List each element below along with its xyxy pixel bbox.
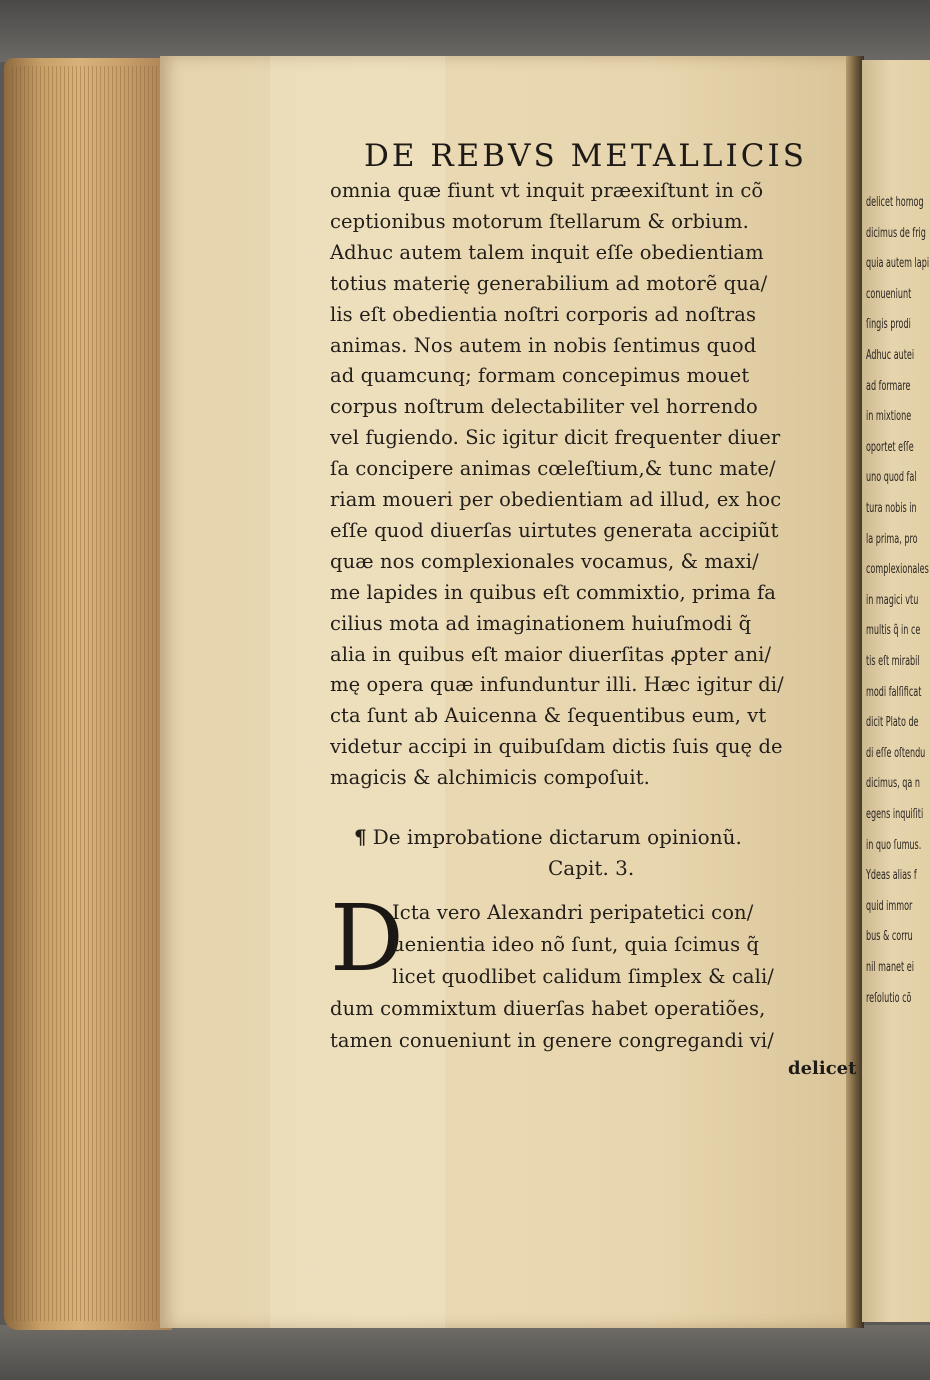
body-line: me lapides in quibus eſt commixtio, prima fa — [330, 580, 777, 604]
facing-page-line: in mixtione — [866, 409, 912, 425]
facing-page-line: Ydeas alias f — [866, 868, 917, 884]
body-line: cta ſunt ab Auicenna & ſequentibus eum, vt — [330, 704, 767, 728]
body-line: totius materię generabilium ad motorẽ qua/ — [330, 271, 768, 295]
facing-page-line: modi falſificat — [866, 684, 922, 700]
backdrop-top — [0, 0, 930, 62]
running-header: DE REBVS METALLICIS — [364, 138, 807, 174]
body-line: alia in quibus eſt maior diuerſitas ꝓpter ani/ — [330, 642, 772, 666]
facing-page-line: tis eſt mirabil — [866, 654, 920, 669]
chapter-line: uenientia ideo nõ ſunt, quia ſcimus q̃ — [392, 933, 760, 956]
facing-page-line: reſolutio cõ — [866, 990, 912, 1006]
body-line: cilius mota ad imaginationem huiuſmodi q̃ — [330, 611, 752, 635]
body-line: ad quamcunq; formam concepimus mouet — [330, 364, 750, 388]
body-line: vel fugiendo. Sic igitur dicit frequenter diuer — [330, 426, 781, 450]
facing-page-line: uno quod fal — [866, 470, 917, 486]
facing-page-line: in magici vtu — [866, 592, 919, 608]
facing-page-line: multis q̃ in ce — [866, 623, 921, 639]
facing-page-line: dicimus, qa n — [866, 776, 921, 792]
body-line: corpus noſtrum delectabiliter vel horrendo — [330, 395, 758, 419]
facing-page-line: in quo ſumus. — [866, 837, 922, 853]
facing-page-line: conueniunt — [866, 286, 912, 302]
facing-page-line: Adhuc autei — [866, 348, 915, 363]
page-edge-lines — [12, 66, 162, 1321]
body-line: eſſe quod diuerſas uirtutes generata accipiũt — [330, 518, 779, 542]
facing-page-line: egens inquiſiti — [866, 807, 924, 822]
facing-page-line: ad formare — [866, 378, 911, 394]
body-line: magicis & alchimicis compoſuit. — [330, 766, 650, 790]
body-line: Adhuc autem talem inquit eſſe obedientiam — [330, 240, 764, 264]
body-line: ſa concipere animas cœleſtium,& tunc mate/ — [330, 457, 776, 481]
pilcrow-mark: ¶ — [354, 825, 367, 849]
chapter-heading — [354, 827, 742, 847]
chapter-line: tamen conueniunt in genere congregandi vi/ — [330, 1029, 774, 1052]
body-line: mę opera quæ infunduntur illi. Hæc igitur di/ — [330, 673, 784, 697]
chapter-heading-text: De improbatione dictarum opinionũ. — [372, 825, 742, 849]
body-line: animas. Nos autem in nobis ſentimus quod — [330, 333, 757, 357]
backdrop-bottom — [0, 1325, 930, 1380]
facing-page-line: dicimus de frig — [866, 225, 926, 241]
facing-page-line: tura nobis in — [866, 501, 917, 516]
body-line: riam moueri per obedientiam ad illud, ex hoc — [330, 488, 782, 511]
facing-page-line: delicet homog — [866, 195, 924, 210]
drop-cap-letter: D — [330, 885, 404, 992]
body-line: omnia quæ fiunt vt inquit præexiſtunt in cõ — [330, 179, 764, 202]
facing-page-line: complexionales — [866, 562, 929, 578]
body-line: ceptionibus motorum ſtellarum & orbium. — [330, 209, 749, 233]
body-line: quæ nos complexionales vocamus, & maxi/ — [330, 549, 759, 573]
facing-page-line: bus & corru — [866, 929, 913, 945]
facing-page-line: dicit Plato de — [866, 715, 919, 731]
facing-page-line: quid immor — [866, 898, 913, 914]
chapter-line: Icta vero Alexandri peripatetici con/ — [392, 901, 754, 924]
body-line: lis eſt obedientia noſtri corporis ad noſtras — [330, 302, 757, 326]
facing-page-line: di eſſe oſtendu — [866, 745, 926, 761]
chapter-line: dum commixtum diuerſas habet operatiões, — [330, 997, 766, 1020]
facing-page-line: oportet eſſe — [866, 439, 914, 455]
facing-page-line: la prima, pro — [866, 531, 918, 547]
facing-page-line: nil manet ei — [866, 960, 914, 975]
body-line: videtur accipi in quibuſdam dictis ſuis quę de — [330, 735, 783, 759]
catchword: delicet — [788, 1058, 857, 1079]
facing-page-line: ſingis prodi — [866, 317, 911, 333]
facing-page-line: quia autem lapi — [866, 256, 930, 272]
chapter-number: Capit. 3. — [548, 856, 635, 880]
chapter-line: licet quodlibet calidum ſimplex & cali/ — [392, 965, 774, 988]
